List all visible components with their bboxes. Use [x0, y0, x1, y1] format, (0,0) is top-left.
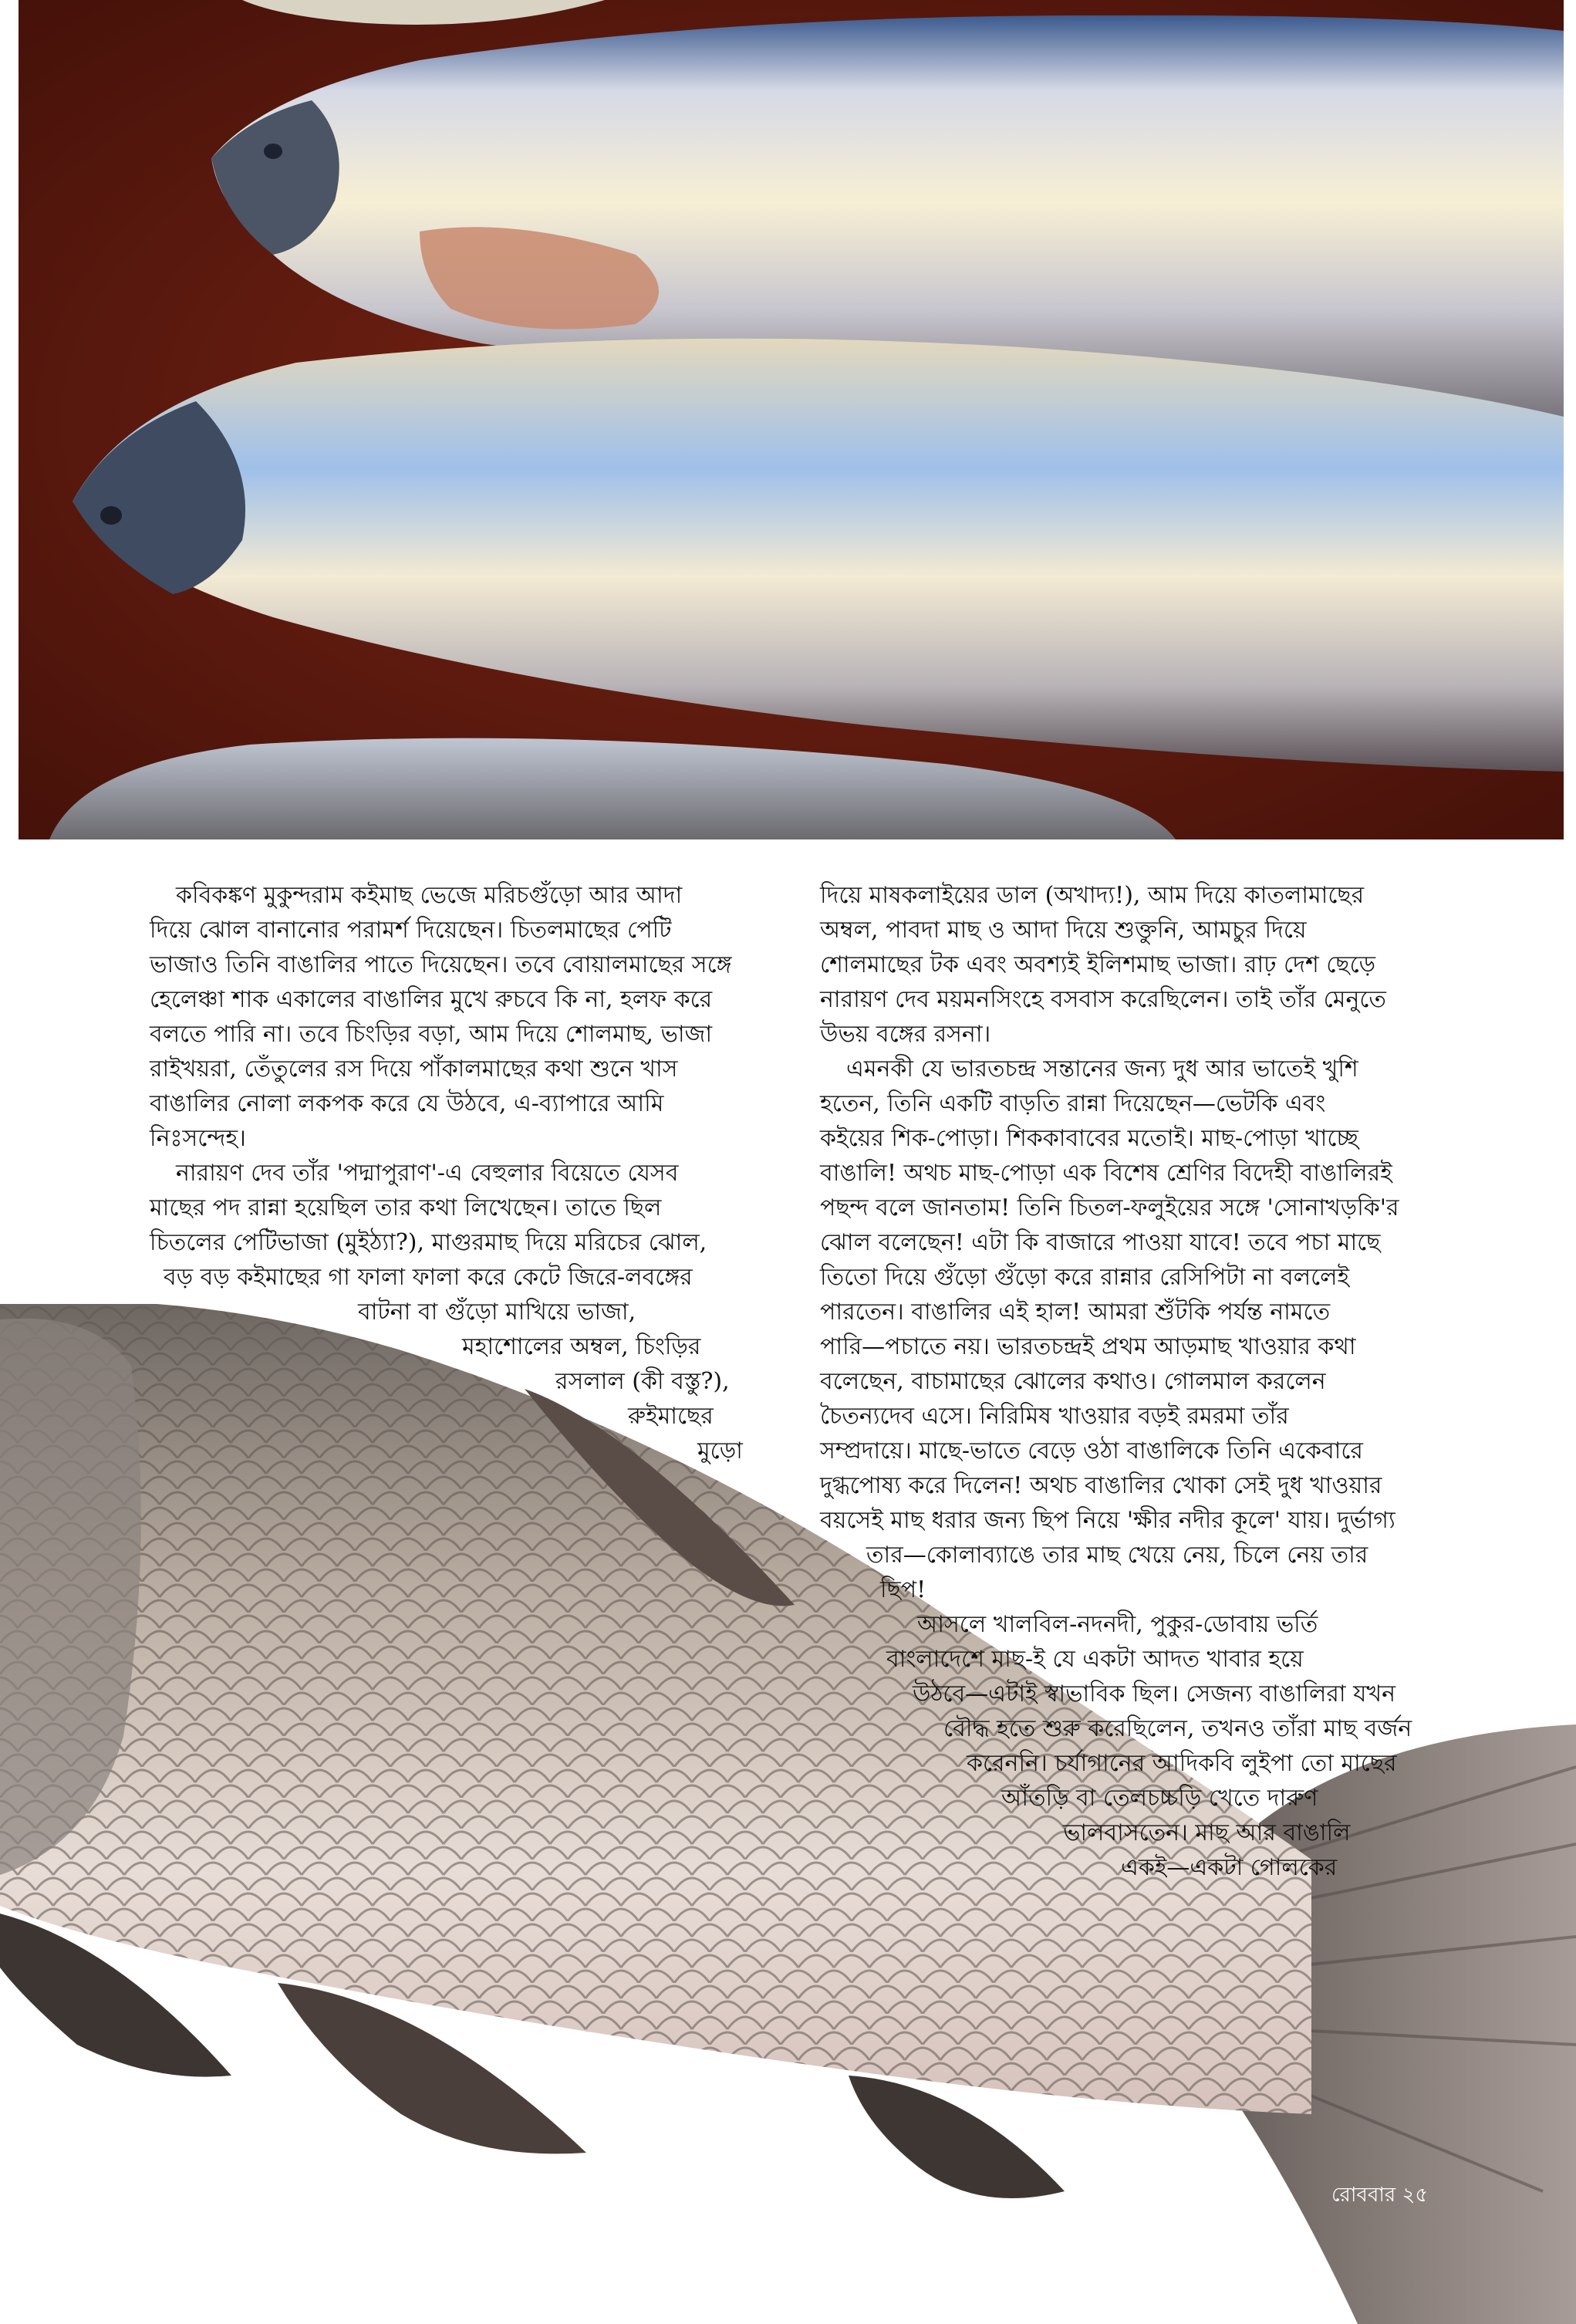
text-line: নারায়ণ দেব তাঁর 'পদ্মাপুরাণ'-এ বেহুলার বিয়েতে যেসব: [176, 1160, 679, 1187]
text-line: মহাশোলের অম্বল, চিংড়ির: [462, 1333, 701, 1360]
text-line: বলতে পারি না। তবে চিংড়ির বড়া, আম দিয়ে শোলমাছ, ভাজা: [150, 1021, 713, 1048]
text-line: একই—একটা গোলকের: [1121, 1854, 1338, 1881]
text-line: বাঙালি! অথচ মাছ-পোড়া এক বিশেষ শ্রেণির বিদেহী বাঙালিরই: [820, 1160, 1392, 1187]
text-line: নিঃসন্দেহ।: [150, 1125, 246, 1152]
text-line: অম্বল, পাবদা মাছ ও আদা দিয়ে শুক্তুনি, আমচুর দিয়ে: [820, 917, 1307, 944]
text-line: আঁতড়ি বা তেলচচ্চড়ি খেতে দারুণ: [1001, 1785, 1318, 1812]
fish-photo-icon: [19, 0, 1564, 839]
text-line: বড় বড় কইমাছের গা ফালা ফালা করে কেটে জিরে-লবঙ্গের: [164, 1264, 693, 1291]
text-line: পছন্দ বলে জানতাম! তিনি চিতল-ফলুইয়ের সঙ্গে 'সোনাখড়কি'র: [820, 1194, 1399, 1221]
text-line: মাছের পদ রান্না হয়েছিল তার কথা লিখেছেন। তাতে ছিল: [150, 1194, 662, 1221]
text-line: চিতলের পেটিভাজা (মুইঠ্যা?), মাগুরমাছ দিয়ে মরিচের ঝোল,: [150, 1229, 707, 1256]
text-line: হতেন, তিনি একটি বাড়তি রান্না দিয়েছেন—ভেটকি এবং: [820, 1090, 1326, 1117]
text-line: আসলে খালবিল-নদনদী, পুকুর-ডোবায় ভর্তি: [917, 1611, 1318, 1638]
text-line: পারি—পচাতে নয়। ভারতচন্দ্রই প্রথম আড়মাছ খাওয়ার কথা: [820, 1333, 1356, 1360]
text-line: রুইমাছের: [628, 1403, 714, 1430]
text-line: দিয়ে ঝোল বানানোর পরামর্শ দিয়েছেন। চিতলমাছের পেটি: [150, 917, 672, 944]
text-line: পারতেন। বাঙালির এই হাল! আমরা শুঁটকি পর্যন্ত নামতে: [820, 1299, 1331, 1326]
text-line: দিয়ে মাষকলাইয়ের ডাল (অখাদ্য!), আম দিয়ে কাতলামাছের: [820, 882, 1365, 909]
text-line: হেলেঞ্চা শাক একালের বাঙালির মুখে রুচবে কি না, হলফ করে: [150, 986, 713, 1013]
text-line: করেননি। চর্যাগানের আদিকবি লুইপা তো মাছের: [967, 1750, 1397, 1777]
text-line: তিতো দিয়ে গুঁড়ো গুঁড়ো করে রান্নার রেসিপিটা না বললেই: [820, 1264, 1350, 1291]
text-line: এমনকী যে ভারতচন্দ্র সন্তানের জন্য দুধ আর ভাতেই খুশি: [846, 1056, 1358, 1083]
text-line: ভাজাও তিনি বাঙালির পাতে দিয়েছেন। তবে বোয়ালমাছের সঙ্গে: [150, 951, 732, 978]
article-column-left: [150, 878, 759, 1468]
page-folio: রোববার ২৫: [1331, 2184, 1429, 2207]
text-line: রসলাল (কী বস্তু?),: [555, 1368, 730, 1395]
text-line: বৌদ্ধ হতে শুরু করেছিলেন, তখনও তাঁরা মাছ বর্জন: [943, 1715, 1412, 1742]
text-line: বাংলাদেশে মাছ-ই যে একটা আদত খাবার হয়ে: [886, 1646, 1304, 1673]
text-line: নারায়ণ দেব ময়মনসিংহে বসবাস করেছিলেন। তাই তাঁর মেনুতে: [820, 986, 1386, 1013]
text-line: ঝোল বলেছেন! এটা কি বাজারে পাওয়া যাবে! তবে পচা মাছে: [820, 1229, 1381, 1256]
text-line: মুড়ো: [697, 1437, 743, 1464]
text-line: চৈতন্যদেব এসে। নিরিমিষ খাওয়ার বড়ই রমরমা তাঁর: [820, 1403, 1289, 1430]
text-line: দুগ্ধপোষ্য করে দিলেন! অথচ বাঙালির খোকা সেই দুধ খাওয়ার: [820, 1472, 1382, 1499]
text-line: কবিকঙ্কণ মুকুন্দরাম কইমাছ ভেজে মরিচগুঁড়ো আর আদা: [176, 882, 683, 909]
text-line: শোলমাছের টক এবং অবশ্যই ইলিশমাছ ভাজা। রাঢ় দেশ ছেড়ে: [820, 951, 1376, 978]
text-line: রাইখয়রা, তেঁতুলের রস দিয়ে পাঁকালমাছের কথা শুনে খাস: [150, 1056, 678, 1083]
text-line: সম্প্রদায়ে। মাছে-ভাতে বেড়ে ওঠা বাঙালিকে তিনি একেবারে: [820, 1437, 1363, 1464]
text-line: বাঙালির নোলা লকপক করে যে উঠবে, এ-ব্যাপারে আমি: [150, 1090, 664, 1117]
article-column-right: [820, 878, 1445, 1885]
text-line: বয়সেই মাছ ধরার জন্য ছিপ নিয়ে 'ক্ষীর নদীর কূলে' যায়। দুর্ভাগ্য: [820, 1507, 1395, 1534]
top-fish-photo: [19, 0, 1564, 839]
text-line: কইয়ের শিক-পোড়া। শিককাবাবের মতোই। মাছ-পোড়া খাচ্ছে: [820, 1125, 1358, 1152]
text-line: বাটনা বা গুঁড়ো মাখিয়ে ভাজা,: [358, 1299, 636, 1326]
text-line: বলেছেন, বাচামাছের ঝোলের কথাও। গোলমাল করলেন: [820, 1368, 1326, 1395]
text-line: উভয় বঙ্গের রসনা।: [820, 1021, 991, 1048]
text-line: উঠবে—এটাই স্বাভাবিক ছিল। সেজন্য বাঙালিরা যখন: [913, 1681, 1395, 1708]
text-line: ছিপ!: [880, 1576, 926, 1603]
text-line: ভালবাসতেন। মাছ আর বাঙালি: [1063, 1819, 1351, 1846]
text-line: তার—কোলাব্যাঙে তার মাছ খেয়ে নেয়, চিলে নেয় তার: [866, 1542, 1368, 1569]
